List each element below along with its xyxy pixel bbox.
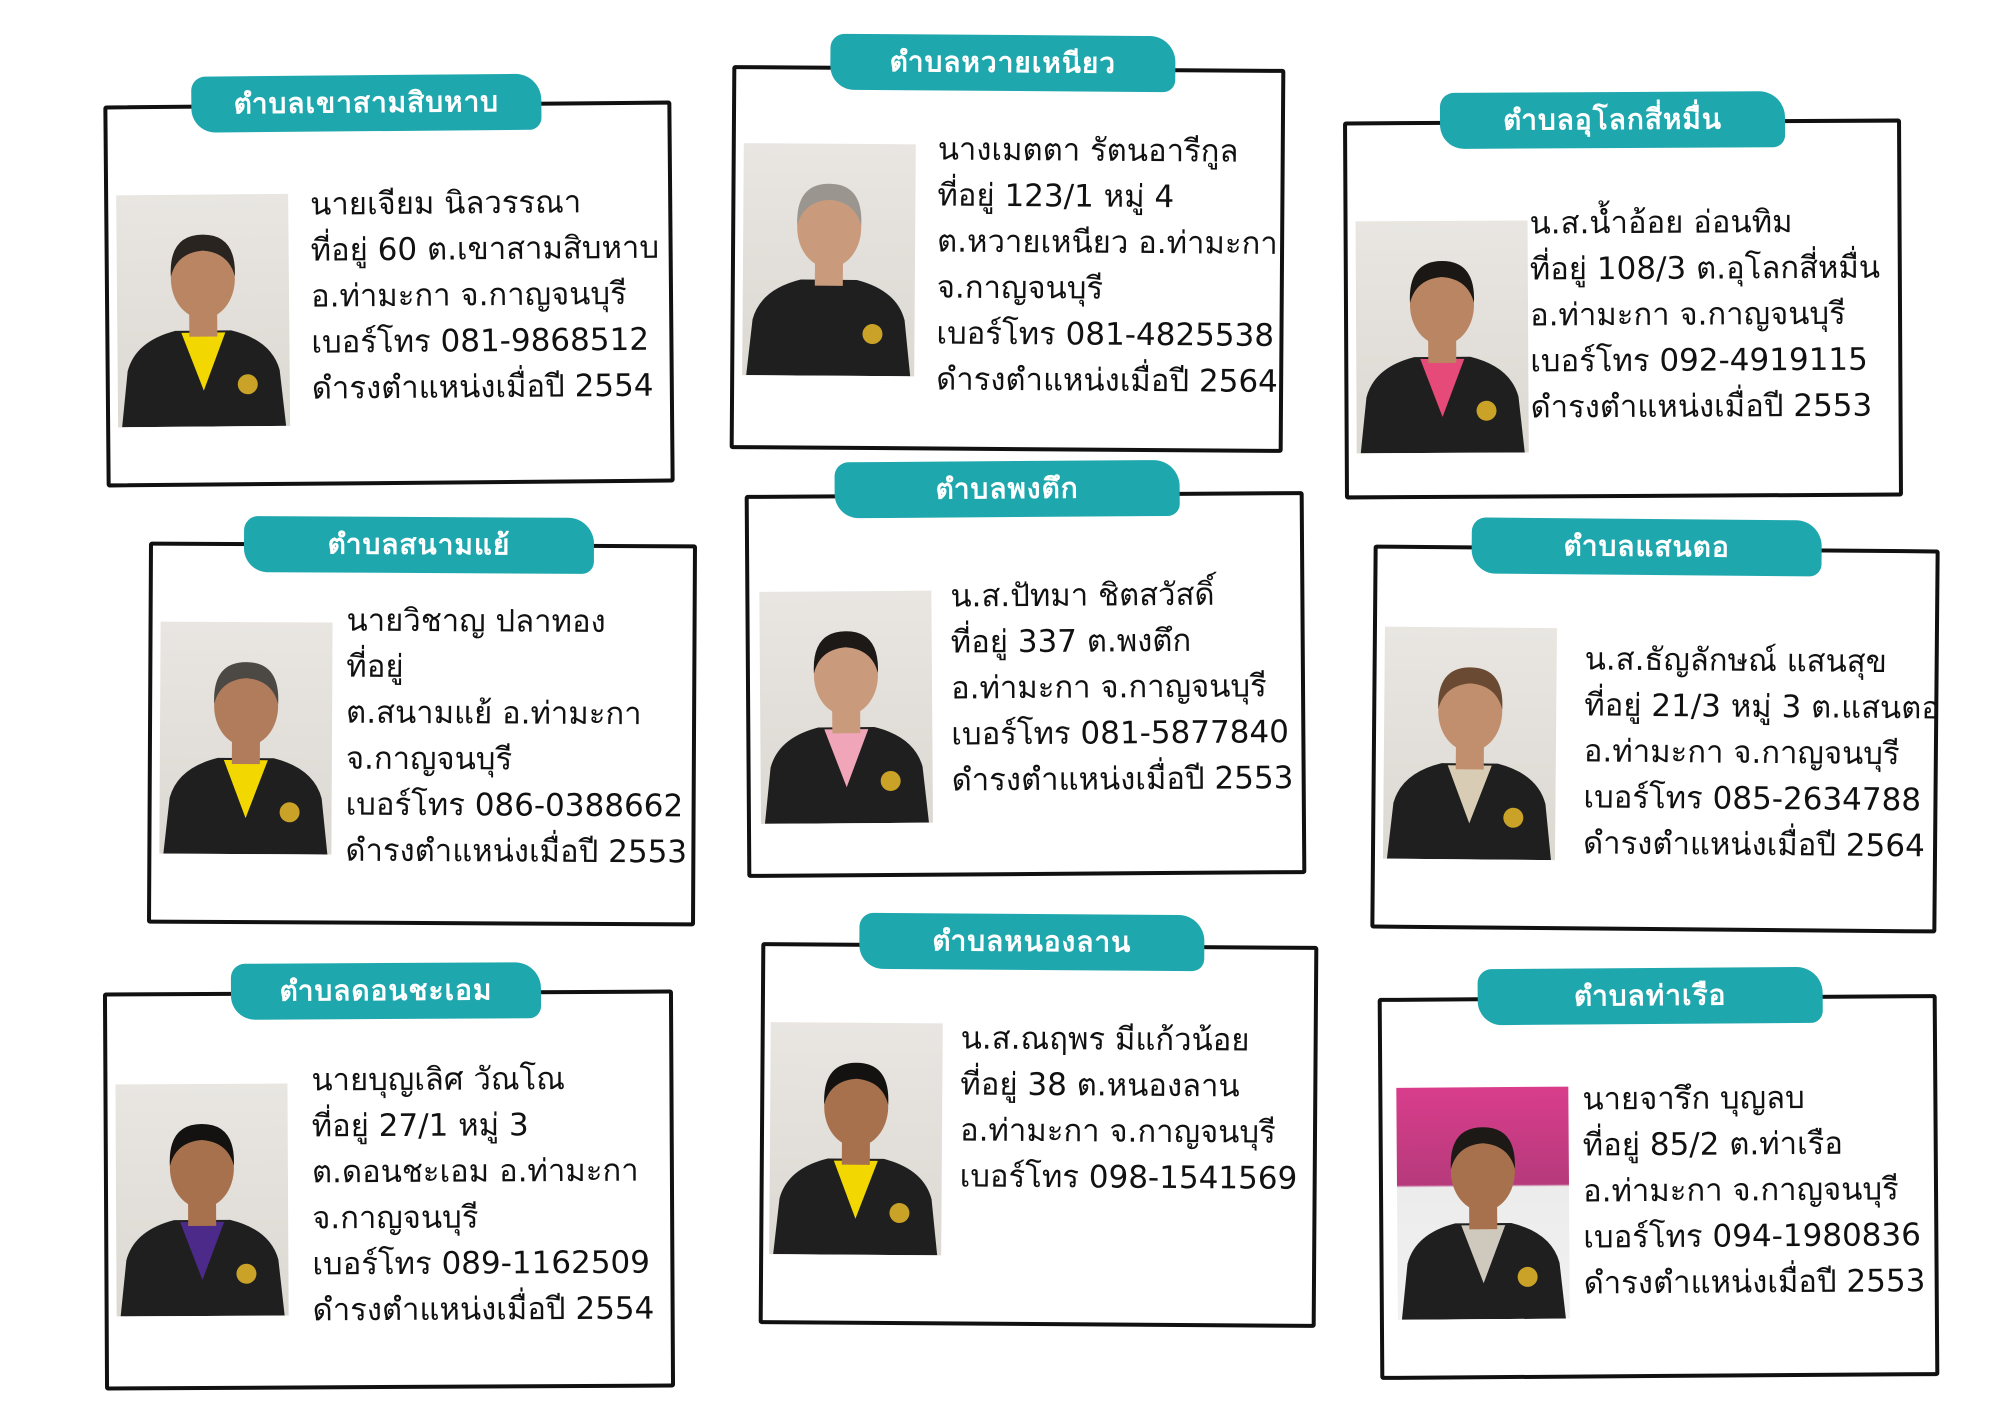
card-ulok-si-muen [1343, 102, 1903, 500]
info-block [345, 598, 688, 876]
person-silhouette-icon [116, 194, 290, 427]
card-khao-sam-sip-hap [103, 85, 674, 488]
tambon-tab: ตำบลเขาสามสิบหาบ [191, 74, 541, 133]
name-line: น.ส.ปัทมา ชิตสวัสดิ์ [950, 576, 1215, 615]
person-silhouette-icon [115, 1084, 288, 1317]
address-line: ต.ดอนชะเอม อ.ท่ามะกา [311, 1152, 639, 1191]
address-line: ต.สนามแย้ อ.ท่ามะกา [346, 694, 642, 733]
tambon-tab: ตำบลหวายเหนียว [830, 34, 1175, 92]
address-line: อ.ท่ามะกา จ.กาญจนบุรี [1582, 1171, 1899, 1210]
address-line: ที่อยู่ [346, 648, 404, 685]
person-silhouette-icon [1383, 627, 1557, 860]
phone-line: เบอร์โทร 098-1541569 [959, 1158, 1298, 1197]
phone-line: เบอร์โทร 094-1980836 [1583, 1217, 1922, 1256]
address-line: อ.ท่ามะกา จ.กาญจนบุรี [310, 275, 627, 315]
name-line: นายจารึก บุญลบ [1582, 1079, 1805, 1118]
person-photo [115, 1084, 288, 1317]
person-silhouette-icon [742, 143, 916, 376]
address-line: จ.กาญจนบุรี [936, 269, 1104, 307]
term-line: ดำรงตำแหน่งเมื่อปี 2564 [1582, 825, 1925, 865]
person-photo [769, 1022, 943, 1255]
term-line: ดำรงตำแหน่งเมื่อปี 2554 [311, 367, 654, 407]
card-tha-ruea [1378, 978, 1940, 1380]
name-line: นายวิชาญ ปลาทอง [346, 602, 606, 640]
info-block [960, 1015, 1299, 1201]
person-photo [159, 622, 332, 855]
address-line: ที่อยู่ 38 ต.หนองลาน [960, 1066, 1240, 1105]
card-don-cha-em [103, 973, 675, 1391]
name-line: นายบุญเลิศ วัณโณ [311, 1061, 566, 1099]
card-phong-tuek [745, 471, 1307, 878]
name-line: นายเจียม นิลวรรณา [310, 184, 582, 223]
tambon-tab: ตำบลหนองลาน [859, 913, 1204, 971]
info-block [950, 571, 1293, 803]
person-silhouette-icon [1396, 1087, 1570, 1320]
card-saen-to [1370, 529, 1941, 934]
info-block [310, 179, 660, 412]
address-line: ที่อยู่ 60 ต.เขาสามสิบหาบ [310, 229, 660, 269]
person-silhouette-icon [759, 591, 933, 824]
term-line: ดำรงตำแหน่งเมื่อปี 2564 [936, 361, 1278, 400]
person-photo [116, 194, 290, 427]
address-line: อ.ท่ามะกา จ.กาญจนบุรี [1583, 733, 1900, 773]
term-line: ดำรงตำแหน่งเมื่อปี 2554 [312, 1290, 655, 1329]
tambon-tab: ตำบลแสนตอ [1471, 517, 1821, 576]
address-line: อ.ท่ามะกา จ.กาญจนบุรี [1529, 295, 1846, 334]
term-line: ดำรงตำแหน่งเมื่อปี 2553 [1583, 1263, 1926, 1302]
term-line: ดำรงตำแหน่งเมื่อปี 2553 [951, 760, 1294, 799]
name-line: น.ส.น้ำอ้อย อ่อนทิม [1529, 204, 1793, 242]
person-silhouette-icon [1356, 220, 1529, 453]
address-line: ที่อยู่ 123/1 หมู่ 4 [937, 177, 1175, 216]
tambon-tab: ตำบลพงตึก [834, 460, 1179, 518]
phone-line: เบอร์โทร 081-9868512 [311, 321, 650, 361]
tambon-tab: ตำบลอุโลกสี่หมื่น [1440, 91, 1785, 149]
phone-line: เบอร์โทร 085-2634788 [1583, 779, 1922, 819]
address-line: อ.ท่ามะกา จ.กาญจนบุรี [950, 668, 1267, 707]
address-line: ที่อยู่ 27/1 หมู่ 3 [311, 1107, 529, 1145]
person-photo [1356, 220, 1529, 453]
tambon-tab: ตำบลท่าเรือ [1477, 967, 1822, 1025]
info-block [1583, 636, 1941, 869]
card-sanam-yae [147, 527, 697, 927]
address-line: จ.กาญจนบุรี [345, 740, 513, 778]
address-line: ที่อยู่ 108/3 ต.อุโลกสี่หมื่น [1529, 249, 1881, 288]
name-line: น.ส.ณฤพร มีแก้วน้อย [960, 1020, 1250, 1059]
card-huai-nieo [730, 45, 1286, 453]
person-photo [759, 591, 933, 824]
phone-line: เบอร์โทร 081-4825538 [936, 315, 1275, 354]
info-block [1582, 1074, 1925, 1306]
name-line: นางเมตตา รัตนอารีกูล [937, 131, 1239, 170]
address-line: อ.ท่ามะกา จ.กาญจนบุรี [959, 1112, 1276, 1151]
phone-line: เบอร์โทร 086-0388662 [345, 786, 684, 825]
term-line: ดำรงตำแหน่งเมื่อปี 2553 [1530, 387, 1873, 426]
phone-line: เบอร์โทร 092-4919115 [1530, 341, 1868, 380]
address-line: จ.กาญจนบุรี [312, 1199, 479, 1237]
card-nong-lan [759, 924, 1319, 1328]
name-line: น.ส.ธัญลักษณ์ แสนสุข [1584, 641, 1888, 681]
person-photo [1396, 1087, 1570, 1320]
info-block [311, 1056, 654, 1334]
phone-line: เบอร์โทร 089-1162509 [312, 1244, 651, 1283]
tambon-tab: ตำบลดอนชะเอม [231, 962, 541, 1020]
address-line: ที่อยู่ 21/3 หมู่ 3 ต.แสนตอ [1584, 687, 1941, 727]
term-line: ดำรงตำแหน่งเมื่อปี 2553 [345, 832, 688, 871]
info-block [936, 127, 1280, 405]
info-block [1529, 199, 1880, 431]
address-line: ที่อยู่ 85/2 ต.ท่าเรือ [1582, 1125, 1844, 1164]
person-silhouette-icon [159, 622, 332, 855]
person-silhouette-icon [769, 1022, 943, 1255]
phone-line: เบอร์โทร 081-5877840 [951, 714, 1290, 753]
tambon-tab: ตำบลสนามแย้ [244, 516, 594, 574]
person-photo [742, 143, 916, 376]
address-line: ที่อยู่ 337 ต.พงตึก [950, 622, 1192, 661]
person-photo [1383, 627, 1557, 860]
address-line: ต.หวายเหนียว อ.ท่ามะกา [936, 223, 1278, 262]
